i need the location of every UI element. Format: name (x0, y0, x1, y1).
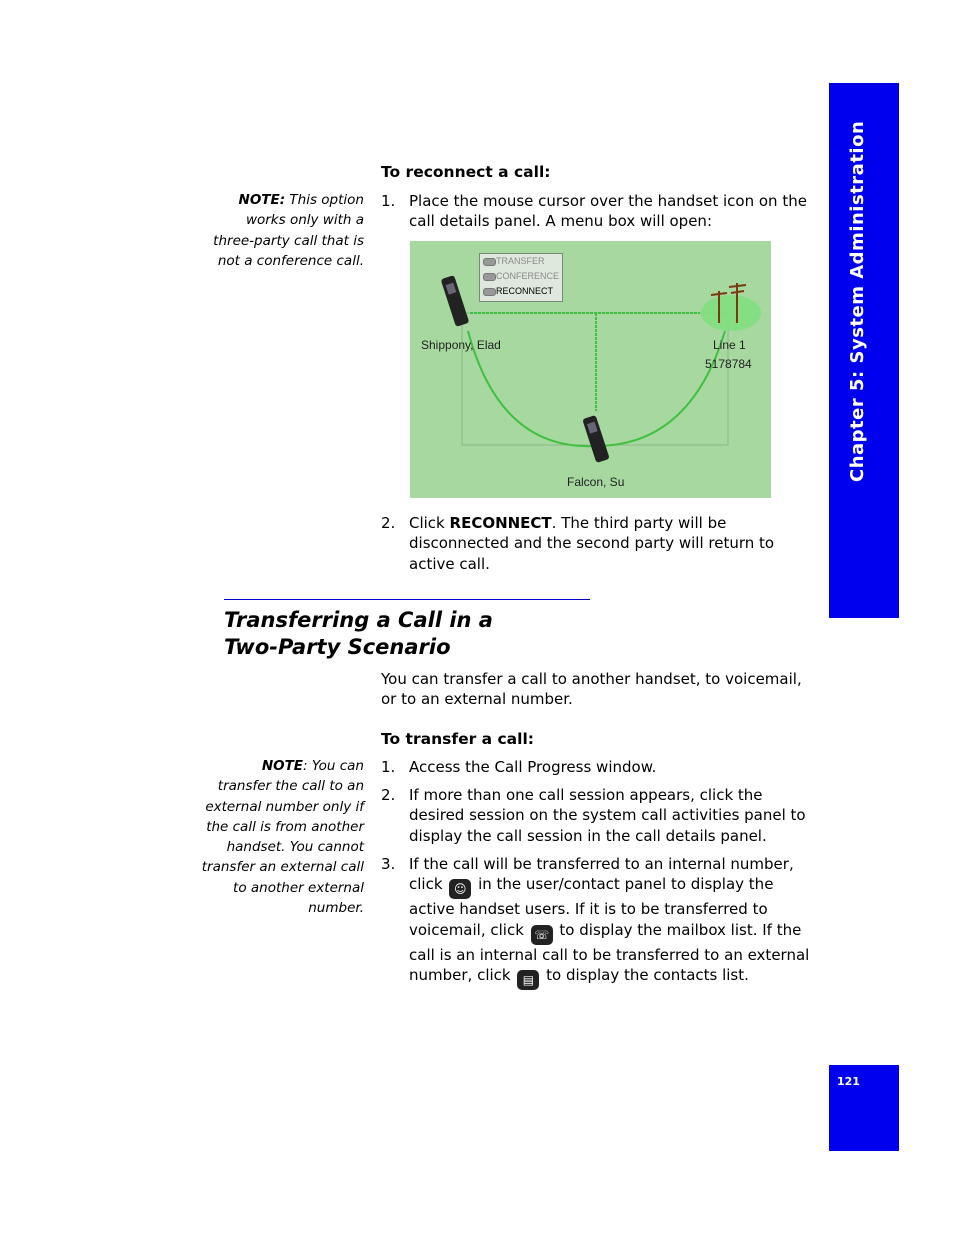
step-number: 1. (381, 192, 396, 210)
step-text: If more than one call session appears, click the desired session on the system call activities panel to display the call session in the call details panel. (409, 786, 806, 845)
page-number: 121 (837, 1075, 860, 1088)
section-title (224, 607, 624, 661)
step-text-part: in the user/contact panel to display the active handset users. If it is to be transferred to voicemail, click (409, 875, 774, 939)
handset-icon-bottom (582, 415, 610, 463)
step-text (409, 513, 811, 574)
step-text-part: to display the mailbox list. If the call is an internal call to be transferred to an external number, click (409, 920, 810, 985)
note-line: number. (308, 900, 364, 917)
step-text-part: If the call will be transferred to an internal number, click (409, 855, 794, 894)
step-text: Access the Call Progress window. (409, 758, 657, 776)
transfer-step-2 (381, 785, 811, 846)
line-number: 5178784 (705, 357, 752, 371)
handset-icon-left (441, 275, 470, 327)
transfer-heading: To transfer a call: (381, 730, 534, 748)
reconnect-step-2 (381, 513, 811, 574)
note-line: to another external (233, 879, 364, 896)
contacts-book-icon[interactable]: ▤ (517, 970, 539, 990)
line-glow (701, 295, 761, 331)
step-number: 2. (381, 514, 396, 532)
step-number: 3. (381, 855, 396, 873)
menu-item-reconnect[interactable] (480, 284, 562, 299)
radio-icon (483, 273, 496, 281)
voicemail-icon[interactable]: ☏ (531, 925, 553, 945)
note-line: : You can (303, 758, 364, 774)
section-rule (224, 599, 590, 600)
line-label: Line 1 (713, 338, 746, 352)
step-text-part: Click (409, 514, 450, 532)
note-line: three-party call that is (213, 232, 364, 249)
note-label: NOTE (261, 758, 304, 774)
note-label: NOTE: (238, 192, 286, 208)
caller-left-label: Shippony, Elad (421, 338, 501, 352)
note-line: the call is from another (206, 818, 364, 835)
transfer-step-3 (381, 854, 811, 990)
note-line: handset. You cannot (226, 839, 364, 856)
step-number: 1. (381, 758, 396, 776)
menu-item-conference[interactable] (480, 269, 562, 284)
step-text (409, 854, 811, 990)
note-line: works only with a (245, 212, 364, 229)
reconnect-step-1 (381, 191, 811, 232)
menu-item-transfer[interactable] (480, 254, 562, 269)
menu-item-label: TRANSFER (496, 256, 545, 266)
note-line: external number only if (205, 798, 364, 815)
caller-bottom-label: Falcon, Su (567, 475, 625, 489)
handset-menu (479, 253, 563, 302)
step-text-bold: RECONNECT (449, 514, 552, 532)
call-details-figure (410, 241, 771, 498)
radio-icon (483, 288, 496, 296)
section-intro: You can transfer a call to another handset, to voicemail, or to an external number. (381, 670, 802, 709)
transfer-note (184, 756, 364, 918)
note-line: transfer the call to an (217, 778, 364, 795)
reconnect-note (184, 190, 364, 271)
chapter-tab-label: Chapter 5: System Administration (847, 120, 868, 482)
section-title-line: Two-Party Scenario (224, 635, 451, 659)
users-icon[interactable]: ☺ (449, 879, 471, 899)
note-line: not a conference call. (217, 252, 364, 269)
menu-item-label: RECONNECT (496, 286, 554, 296)
step-text-part: . The third party will be disconnected and the second party will return to active call. (409, 514, 775, 573)
step-text-part: to display the contacts list. (541, 966, 749, 985)
menu-item-label: CONFERENCE (496, 271, 560, 281)
step-number: 2. (381, 786, 396, 804)
section-title-line: Transferring a Call in a (224, 608, 493, 632)
transfer-step-1 (381, 757, 811, 777)
note-line: This option (289, 192, 364, 208)
note-line: transfer an external call (201, 859, 364, 876)
radio-icon (483, 258, 496, 266)
step-text: Place the mouse cursor over the handset icon on the call details panel. A menu box will open: (409, 192, 807, 231)
reconnect-heading: To reconnect a call: (381, 163, 551, 181)
